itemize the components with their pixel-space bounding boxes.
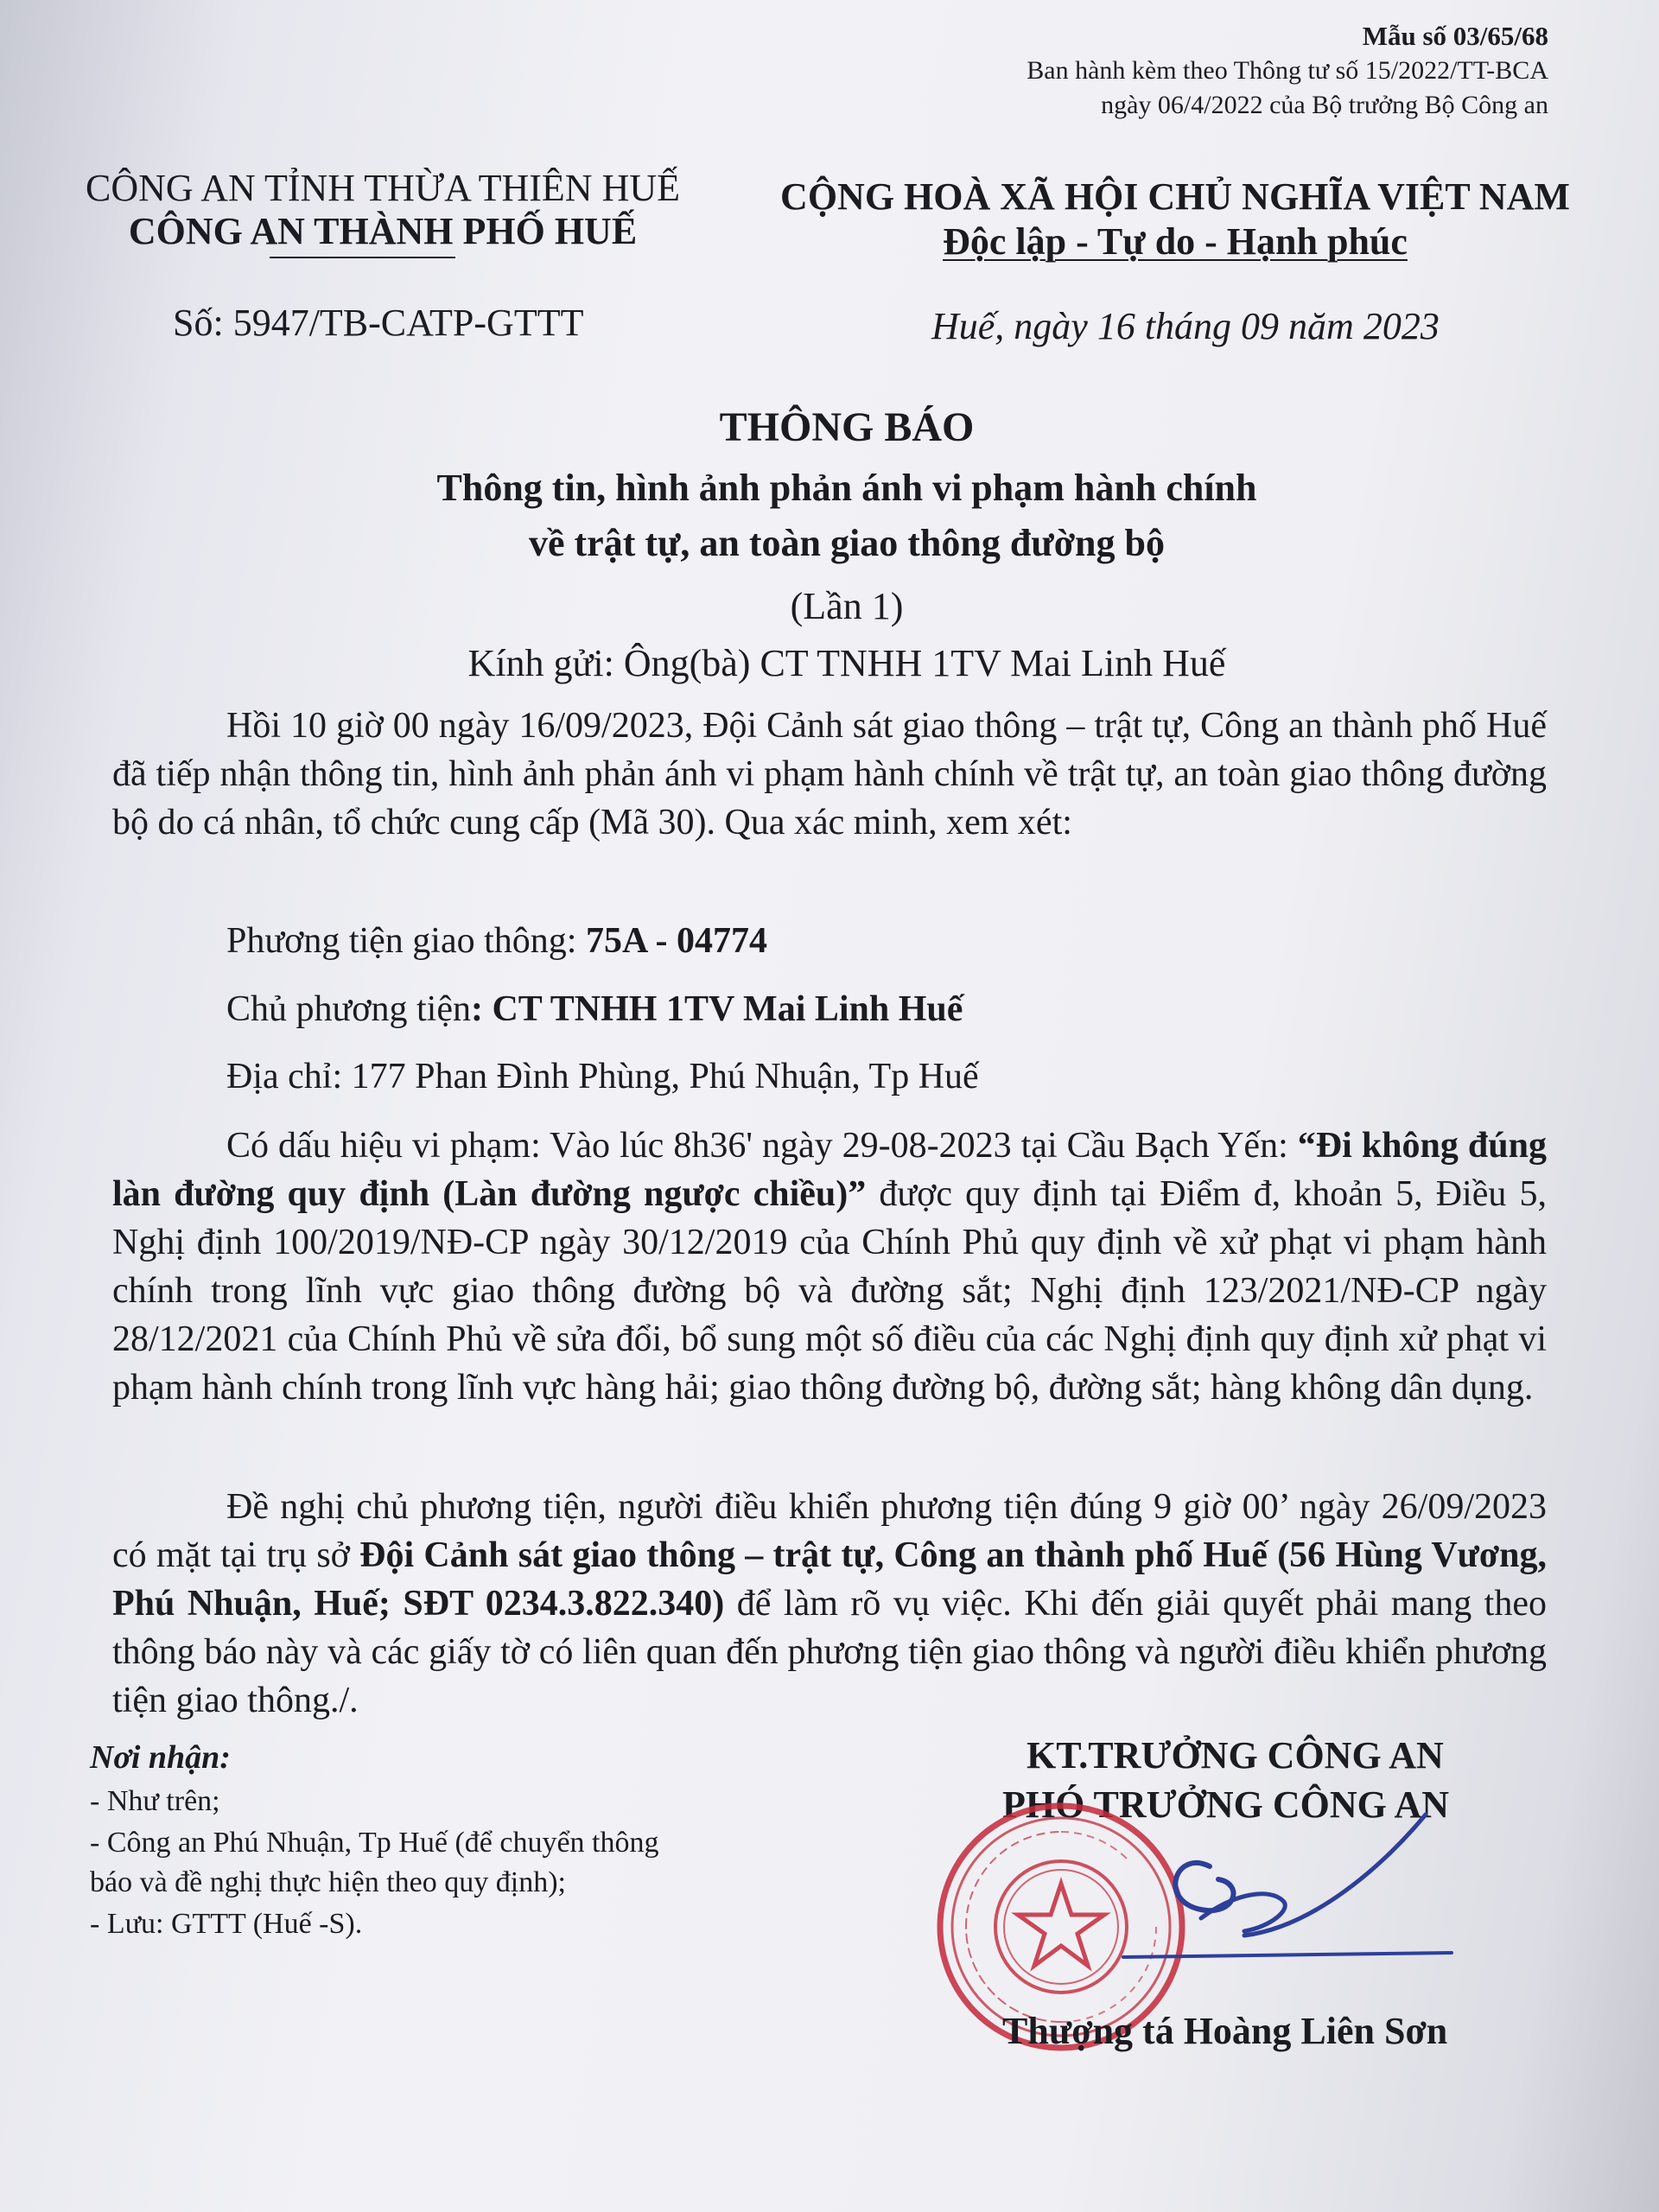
addressee: Kính gửi: Ông(bà) CT TNHH 1TV Mai Linh Huế — [467, 642, 1226, 684]
violation-intro: Có dấu hiệu vi phạm: Vào lúc 8h36' ngày 29-08-2023 tại Cầu Bạch Yến: — [226, 1126, 1298, 1166]
violation-paragraph — [112, 1122, 1547, 1412]
place-date: Huế, ngày 16 tháng 09 năm 2023 — [931, 305, 1440, 347]
violation-legal-basis: được quy định tại Điểm đ, khoản 5, Điều 5, Nghị định 100/2019/NĐ-CP ngày 30/12/2019 của Chính Phủ quy định về xử phạt vi phạm hành chính trong lĩnh vực giao thông đường bộ và đường sắt; Nghị định 123/2021/NĐ-CP ngày 28/12/2021 của Chính Phủ về sửa đổi, bổ sung một số điều của các Nghị định quy định xử phạt vi phạm hành chính trong lĩnh vực hàng hải; giao thông đường bộ, đường sắt; hàng không dân dụng. — [112, 1174, 1547, 1408]
title-subtitle-1: Thông tin, hình ảnh phản ánh vi phạm hành chính — [436, 467, 1257, 509]
request-paragraph — [112, 1483, 1547, 1725]
attempt-number: (Lần 1) — [790, 585, 904, 627]
national-name: CỘNG HOÀ XÃ HỘI CHỦ NGHĨA VIỆT NAM — [780, 175, 1570, 218]
title-subtitle-2: về trật tự, an toàn giao thông đường bộ — [528, 522, 1165, 564]
vehicle-plate: 75A - 04774 — [585, 921, 767, 961]
form-number: Mẫu số 03/65/68 — [1362, 21, 1548, 51]
vehicle-line — [226, 917, 767, 965]
form-issued-with: Ban hành kèm theo Thông tư số 15/2022/TT-BCA — [1027, 56, 1548, 85]
violation-description: “Đi không đúng làn đường quy định (Làn đường ngược chiều)” — [112, 1126, 1547, 1214]
intro-paragraph: Hồi 10 giờ 00 ngày 16/09/2023, Đội Cảnh sát giao thông – trật tự, Công an thành phố Huế đã tiếp nhận thông tin, hình ảnh phản ánh vi phạm hành chính về trật tự, an toàn giao thông đường bộ do cá nhân, tổ chức cung cấp (Mã 30). Qua xác minh, xem xét: — [112, 706, 1547, 842]
national-motto: Độc lập - Tự do - Hạnh phúc — [943, 220, 1408, 263]
recipients-heading: Nơi nhận: — [90, 1739, 231, 1776]
document-title: THÔNG BÁO — [719, 404, 975, 450]
agency-name: CÔNG AN THÀNH PHỐ HUẾ — [128, 210, 638, 252]
form-issued-date: ngày 06/4/2022 của Bộ trưởng Bộ Công an — [1101, 91, 1548, 119]
request-office: Đội Cảnh sát giao thông – trật tự, Công an thành phố Huế (56 Hùng Vương, Phú Nhuận, Huế; SĐT 0234.3.822.340) — [112, 1535, 1547, 1624]
request-instructions: để làm rõ vụ việc. Khi đến giải quyết phải mang theo thông báo này và các giấy tờ có liên quan đến phương tiện giao thông và người điều khiển phương tiện giao thông./. — [112, 1584, 1547, 1720]
recipient-item: - Lưu: GTTT (Huế -S). — [90, 1908, 363, 1940]
form-number-block — [1027, 19, 1548, 123]
owner-address: Địa chỉ: 177 Phan Đình Phùng, Phú Nhuận, Tp Huế — [226, 1057, 979, 1096]
signer-name: Thượng tá Hoàng Liên Sơn — [1002, 2010, 1448, 2052]
owner-line — [226, 985, 963, 1033]
signature-title-2: PHÓ TRƯỞNG CÔNG AN — [1002, 1783, 1450, 1826]
document-number: Số: 5947/TB-CATP-GTTT — [173, 302, 584, 344]
signature-title-1: KT.TRƯỞNG CÔNG AN — [1027, 1734, 1444, 1777]
recipient-item: báo và đề nghị thực hiện theo quy định); — [90, 1866, 566, 1898]
recipient-item: - Công an Phú Nhuận, Tp Huế (để chuyển thông — [90, 1827, 659, 1859]
owner-label: Chủ phương tiện — [226, 989, 471, 1029]
owner-name: : CT TNHH 1TV Mai Linh Huế — [470, 989, 963, 1029]
agency-underline — [270, 257, 455, 258]
recipient-item: - Như trên; — [90, 1785, 220, 1817]
agency-parent: CÔNG AN TỈNH THỪA THIÊN HUẾ — [85, 167, 680, 209]
vehicle-label: Phương tiện giao thông: — [226, 921, 586, 961]
handwritten-signature — [1071, 1789, 1503, 1996]
request-intro: Đề nghị chủ phương tiện, người điều khiển phương tiện đúng 9 giờ 00’ ngày 26/09/2023 có mặt tại trụ sở — [112, 1487, 1547, 1575]
